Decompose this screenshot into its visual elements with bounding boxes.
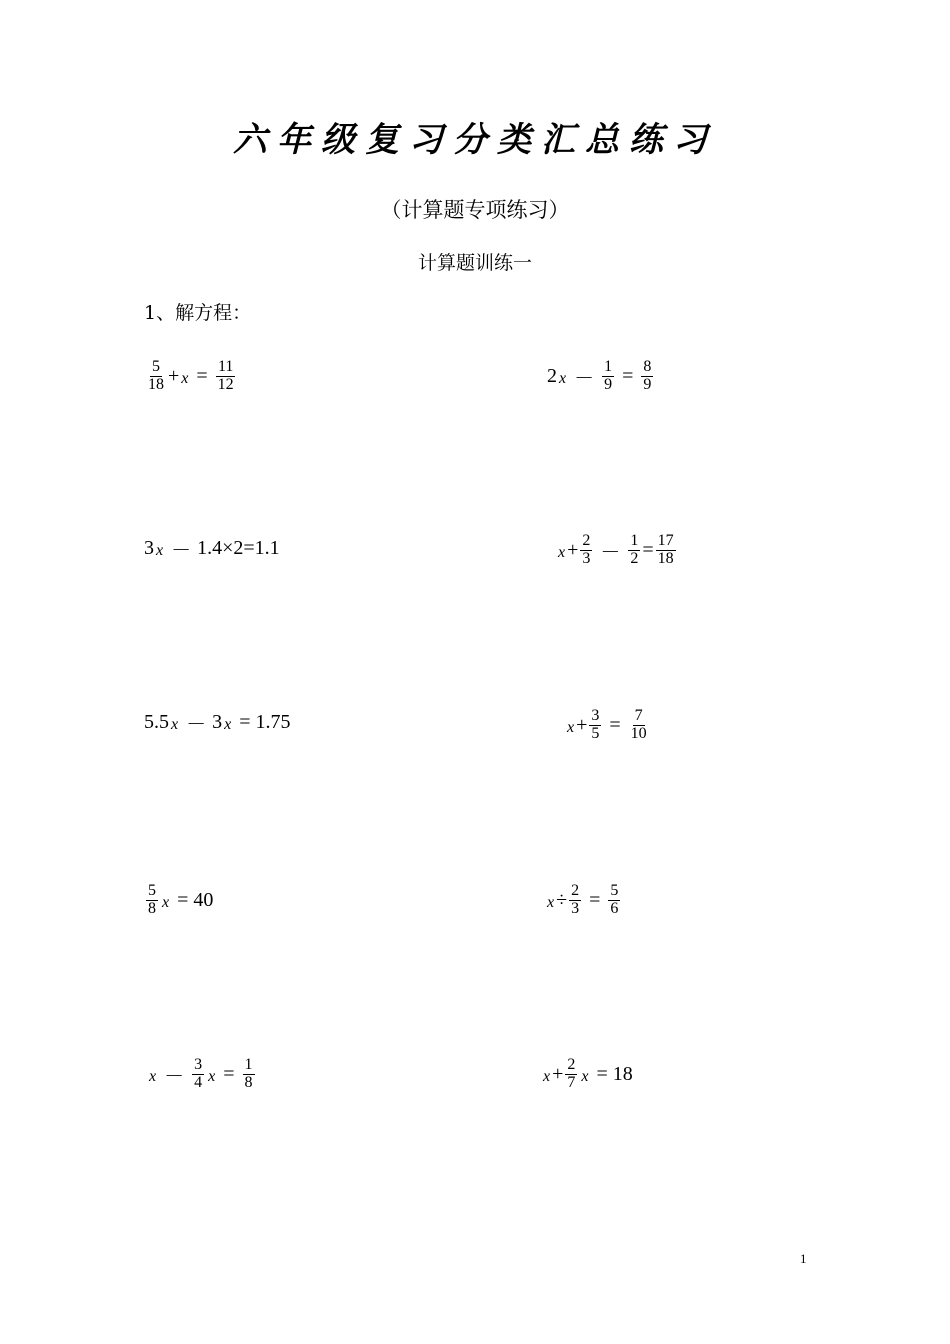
fraction: $\frac{5}{8}$ [148, 881, 156, 917]
fraction: $\frac{1}{9}$ [604, 357, 613, 393]
operator-minus: － [164, 1065, 185, 1088]
operator-equals: = [609, 713, 621, 736]
coefficient: 3 [212, 710, 223, 733]
variable-x: x [156, 542, 164, 559]
operator-equals: = [196, 364, 208, 387]
variable-x: x [162, 894, 170, 911]
equation-8 [545, 872, 622, 928]
fraction: $\frac{3}{5}$ [591, 706, 600, 742]
expression-tail: 1.4×2=1.1 [197, 536, 280, 559]
equation-9 [147, 1046, 257, 1102]
equation-1 [144, 348, 238, 404]
page-subtitle: （计算题专项练习） [380, 198, 570, 222]
fraction: $\frac{3}{4}$ [194, 1055, 203, 1091]
operator-plus: + [168, 364, 180, 387]
variable-x: x [181, 370, 189, 387]
fraction: $\frac{11}{12}$ [217, 357, 234, 393]
operator-equals: = [223, 1062, 235, 1085]
variable-x: x [149, 1068, 157, 1085]
variable-x: x [558, 544, 566, 561]
operator-plus: + [567, 538, 579, 561]
operator-minus: － [574, 367, 595, 390]
operator-minus: － [171, 539, 192, 562]
variable-x: x [567, 719, 575, 736]
fraction: $\frac{8}{9}$ [643, 357, 652, 393]
page-number: 1 [800, 1251, 807, 1266]
fraction: $\frac{1}{2}$ [630, 531, 639, 567]
operator-minus: － [600, 541, 621, 564]
problem-label: 1、解方程： [144, 302, 252, 324]
equation-5 [144, 694, 297, 750]
fraction: $\frac{2}{7}$ [567, 1055, 576, 1091]
right-hand-side: = 18 [596, 1062, 633, 1085]
variable-x: x [171, 716, 179, 733]
operator-equals: = [622, 364, 634, 387]
fraction: $\frac{17}{18}$ [657, 531, 674, 567]
variable-x: x [543, 1068, 551, 1085]
right-hand-side: = 1.75 [239, 710, 291, 733]
equation-6 [565, 697, 651, 753]
fraction: $\frac{5}{6}$ [610, 881, 619, 917]
variable-x: x [581, 1068, 589, 1085]
operator-equals: = [589, 888, 601, 911]
equation-2 [547, 348, 655, 404]
operator-plus: + [552, 1062, 564, 1085]
equation-3 [144, 520, 280, 576]
coefficient: 5.5 [144, 710, 169, 733]
fraction: $\frac{7}{10}$ [630, 706, 647, 742]
variable-x: x [208, 1068, 216, 1085]
variable-x: x [224, 716, 232, 733]
fraction: $\frac{1}{8}$ [244, 1055, 253, 1091]
coefficient: 3 [144, 536, 154, 559]
right-hand-side: = 40 [177, 888, 214, 911]
equation-10 [541, 1046, 639, 1102]
fraction: $\frac{2}{3}$ [582, 531, 591, 567]
coefficient: 2 [547, 364, 557, 387]
equation-4 [556, 522, 678, 578]
section-heading: 计算题训练一 [417, 252, 532, 274]
variable-x: x [559, 370, 567, 387]
variable-x: x [547, 894, 555, 911]
operator-minus: － [186, 713, 207, 736]
page-title: 六年级复习分类汇总练习 [233, 120, 717, 160]
fraction: $\frac{2}{3}$ [571, 881, 580, 917]
operator-equals: = [642, 538, 654, 561]
fraction: $\frac{5}{18}$ [148, 357, 164, 393]
equation-7 [144, 872, 219, 928]
operator-divide: ÷ [556, 888, 568, 911]
operator-plus: + [576, 713, 588, 736]
